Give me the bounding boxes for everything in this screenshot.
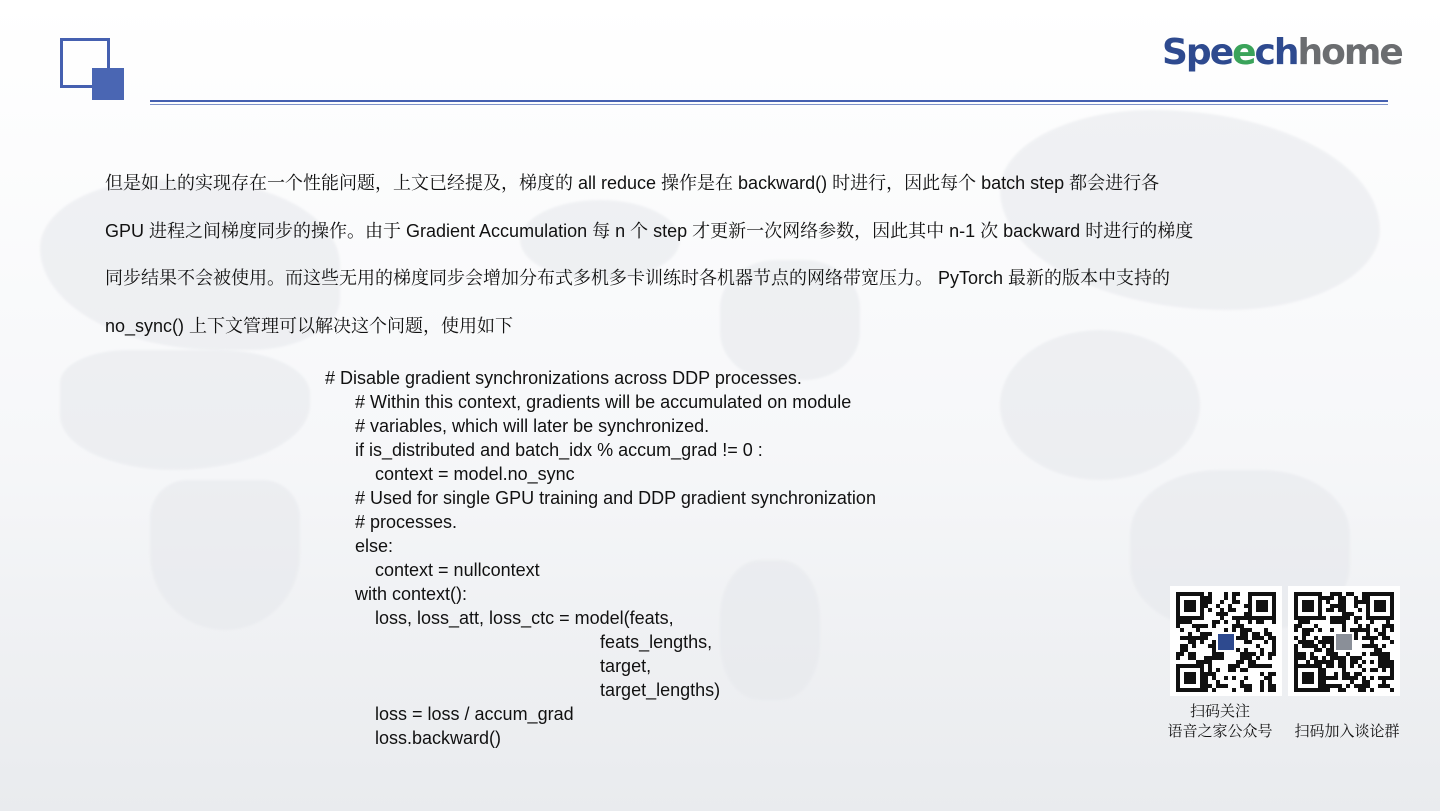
qr-code-official-account xyxy=(1170,586,1282,696)
code-line: loss.backward() xyxy=(325,728,502,748)
paragraph-line: GPU 进程之间梯度同步的操作。由于 Gradient Accumulation 每 n 个 step 才更新一次网络参数，因此其中 n-1 次 backward 时进行的梯度 xyxy=(105,220,1194,241)
qr-caption-join-group: 扫码加入谈论群 xyxy=(1294,723,1400,740)
code-line: target_lengths) xyxy=(325,680,721,700)
qr-caption-official-account: 语音之家公众号 xyxy=(1167,723,1273,740)
code-line: # Within this context, gradients will be accumulated on module xyxy=(325,392,852,412)
code-line: with context(): xyxy=(325,584,468,604)
paragraph-line: 但是如上的实现存在一个性能问题，上文已经提及，梯度的 all reduce 操作是在 backward() 时进行，因此每个 batch step 都会进行各 xyxy=(105,173,1160,193)
speechhome-logo: Speechhome xyxy=(1162,32,1402,73)
code-block xyxy=(325,366,876,750)
code-line: loss, loss_att, loss_ctc = model(feats, xyxy=(325,608,674,628)
qr-code-icon xyxy=(1288,586,1400,696)
code-line: # processes. xyxy=(325,512,458,532)
qr-code-icon xyxy=(1170,586,1282,696)
code-line: if is_distributed and batch_idx % accum_grad != 0 : xyxy=(325,440,763,460)
code-line: context = nullcontext xyxy=(325,560,540,580)
logo-filled-square xyxy=(92,68,124,100)
qr-center-logo xyxy=(1336,634,1352,650)
code-line: loss = loss / accum_grad xyxy=(325,704,574,724)
qr-center-logo xyxy=(1218,634,1234,650)
code-line: feats_lengths, xyxy=(325,632,713,652)
code-line: context = model.no_sync xyxy=(325,464,575,484)
code-line: # Disable gradient synchronizations across DDP processes. xyxy=(325,368,802,388)
qr-code-discussion-group xyxy=(1288,586,1400,696)
code-line: else: xyxy=(325,536,394,556)
qr-caption-follow: 扫码关注 xyxy=(1189,703,1250,720)
code-line: target, xyxy=(325,656,652,676)
body-paragraph xyxy=(105,160,1325,350)
code-line: # Used for single GPU training and DDP gradient synchronization xyxy=(325,488,876,508)
header-divider xyxy=(150,100,1388,105)
paragraph-line: 同步结果不会被使用。而这些无用的梯度同步会增加分布式多机多卡训练时各机器节点的网络带宽压力。 PyTorch 最新的版本中支持的 xyxy=(105,268,1171,288)
paragraph-line: no_sync() 上下文管理可以解决这个问题，使用如下 xyxy=(105,315,514,336)
slide-corner-logo xyxy=(60,38,126,104)
code-line: # variables, which will later be synchronized. xyxy=(325,416,710,436)
